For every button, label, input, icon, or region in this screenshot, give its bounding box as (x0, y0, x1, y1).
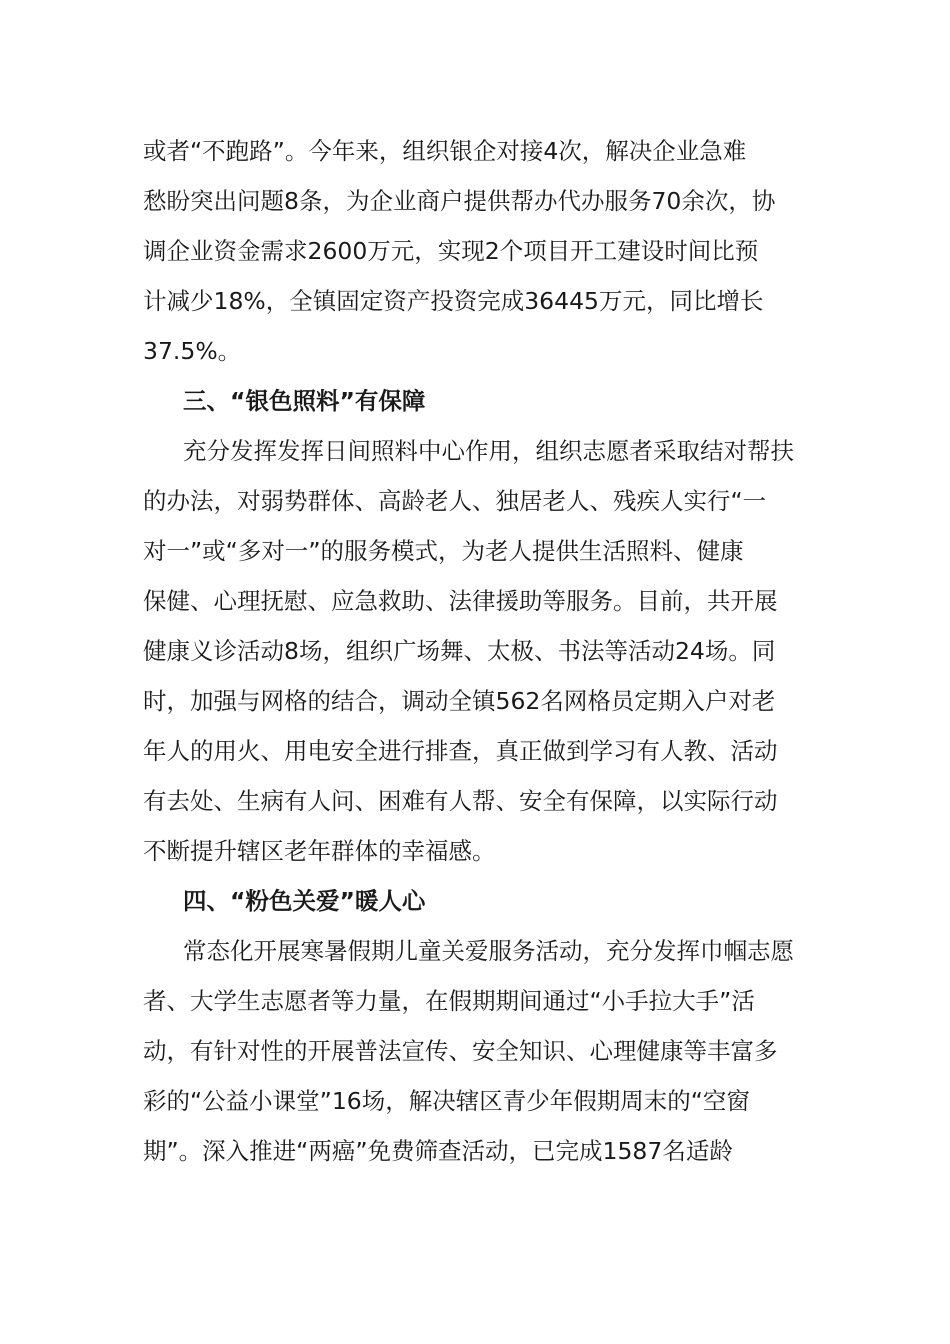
text-line: 者、大学生志愿者等力量，在假期期间通过“小手拉大手”活 (143, 987, 755, 1015)
text-line: 或者“不跑路”。今年来，组织银企对接4次，解决企业急难 (143, 137, 747, 165)
text-line: 期”。深入推进“两癌”免费筛查活动，已完成1587名适龄 (143, 1137, 733, 1165)
text-line: 的办法，对弱势群体、高龄老人、独居老人、残疾人实行“一 (143, 487, 767, 515)
text-line: 健康义诊活动8场，组织广场舞、太极、书法等活动24场。同 (143, 637, 776, 665)
paragraph-first-line: 常态化开展寒暑假期儿童关爱服务活动，充分发挥巾帼志愿 (183, 937, 794, 965)
section-heading-3: 三、“银色照料”有保障 (183, 387, 426, 415)
paragraph-first-line: 充分发挥发挥日间照料中心作用，组织志愿者采取结对帮扶 (183, 437, 794, 465)
text-line: 计减少18%，全镇固定资产投资完成36445万元，同比增长 (143, 287, 764, 315)
text-line: 愁盼突出问题8条，为企业商户提供帮办代办服务70余次，协 (143, 187, 776, 215)
text-line: 37.5%。 (143, 337, 242, 365)
document-body (143, 126, 807, 1176)
text-line: 有去处、生病有人问、困难有人帮、安全有保障，以实际行动 (143, 787, 778, 815)
text-line: 年人的用火、用电安全进行排查，真正做到学习有人教、活动 (143, 737, 778, 765)
text-line: 动，有针对性的开展普法宣传、安全知识、心理健康等丰富多 (143, 1037, 778, 1065)
text-line: 彩的“公益小课堂”16场，解决辖区青少年假期周末的“空窗 (143, 1087, 750, 1115)
text-line: 不断提升辖区老年群体的幸福感。 (143, 837, 496, 865)
text-line: 保健、心理抚慰、应急救助、法律援助等服务。目前，共开展 (143, 587, 778, 615)
text-line: 调企业资金需求2600万元，实现2个项目开工建设时间比预 (143, 237, 759, 265)
text-line: 对一”或“多对一”的服务模式，为老人提供生活照料、健康 (143, 537, 744, 565)
section-heading-4: 四、“粉色关爱”暖人心 (183, 887, 426, 915)
text-line: 时，加强与网格的结合，调动全镇562名网格员定期入户对老 (143, 687, 776, 715)
